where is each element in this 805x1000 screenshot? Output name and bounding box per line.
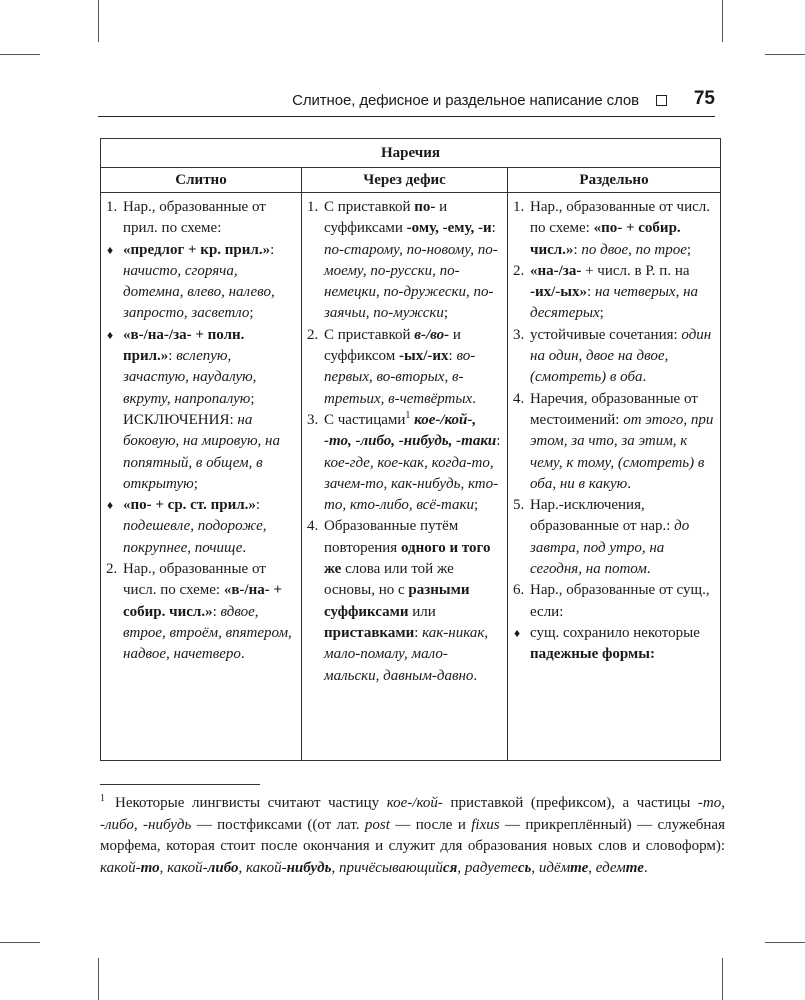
text-run: приставкой (префиксом), а частицы bbox=[442, 795, 698, 811]
text-run: те bbox=[570, 859, 589, 876]
text-run: на боковую, на мировую, на попятный, в общем, в открытую bbox=[123, 411, 280, 492]
numbered-item bbox=[512, 325, 714, 389]
item-text bbox=[530, 197, 714, 261]
text-run: : bbox=[573, 241, 582, 258]
item-text bbox=[324, 410, 501, 516]
item-text bbox=[324, 197, 501, 325]
text-run: «на-/за- bbox=[530, 262, 582, 279]
item-text bbox=[324, 325, 501, 410]
page-number: 75 bbox=[693, 88, 715, 109]
text-run: , какой- bbox=[238, 859, 287, 876]
text-run: кое-где, кое-как, когда-то, зачем-то, как-нибудь, кто-то, кто-либо, всё-таки bbox=[324, 454, 499, 514]
text-run: устойчивые сочетания: bbox=[530, 326, 682, 343]
text-run: ; bbox=[250, 390, 255, 407]
item-text bbox=[530, 325, 714, 389]
text-run: и суффиксами bbox=[324, 199, 448, 237]
crop-mark bbox=[0, 942, 40, 943]
diamond-bullet-icon: ♦ bbox=[107, 242, 114, 257]
text-run: -то, -либо, -нибудь bbox=[100, 795, 725, 833]
text-run: подешевле, подороже, покрупнее, почище bbox=[123, 518, 267, 556]
column-together bbox=[101, 193, 302, 761]
text-run: : bbox=[587, 284, 595, 301]
item-number: 1. bbox=[106, 199, 118, 215]
item-number: 1. bbox=[513, 199, 525, 215]
square-icon bbox=[656, 95, 667, 106]
item-number: 2. bbox=[513, 262, 525, 279]
text-run: + числ. в Р. п. на bbox=[581, 262, 690, 279]
text-run: и суффиксом bbox=[324, 326, 461, 365]
text-run: один на один, двое на двое, (смотреть) в оба bbox=[530, 326, 712, 386]
text-run: . bbox=[472, 390, 476, 407]
text-run: на четверых, на десятерых bbox=[530, 284, 699, 322]
text-run: ; bbox=[443, 305, 449, 322]
item-number: 6. bbox=[513, 582, 525, 599]
text-run: приставками bbox=[324, 624, 415, 641]
text-run: . bbox=[627, 475, 631, 492]
item-text bbox=[530, 261, 714, 325]
text-run: : bbox=[212, 603, 221, 620]
text-run: начисто, сгоряча, дотемна, влево, налево, запросто, засветло bbox=[123, 262, 275, 322]
text-run: Образованные путём повторения bbox=[324, 518, 459, 556]
text-run: 1 bbox=[405, 409, 411, 421]
text-run: сущ. сохранило некоторые bbox=[530, 624, 700, 641]
text-run: , едем bbox=[588, 859, 626, 876]
item-text bbox=[123, 197, 295, 240]
footnote-rule bbox=[100, 784, 260, 785]
crop-mark bbox=[722, 958, 723, 1000]
text-run: , идём bbox=[531, 859, 571, 876]
text-run: по двое, по трое bbox=[581, 241, 687, 258]
text-run: , какой- bbox=[159, 859, 208, 876]
diamond-bullet-icon: ♦ bbox=[107, 498, 114, 513]
item-text bbox=[123, 325, 295, 495]
text-run: разными суффиксами bbox=[324, 582, 470, 620]
item-text bbox=[324, 516, 501, 686]
column-hyphen bbox=[302, 193, 508, 761]
table-caption: Наречия bbox=[101, 139, 721, 168]
text-run: какой- bbox=[100, 859, 141, 876]
text-run: «по- + ср. ст. прил.» bbox=[123, 497, 256, 514]
running-header bbox=[98, 86, 715, 117]
column-header-hyphen: Через дефис bbox=[302, 168, 508, 193]
item-text bbox=[530, 495, 714, 580]
text-run: одного и того же bbox=[324, 539, 491, 578]
text-run: «по- + собир. числ.» bbox=[530, 220, 681, 258]
text-run: ; bbox=[193, 475, 198, 492]
text-run: в-/во- bbox=[414, 326, 450, 343]
text-run: то bbox=[140, 859, 160, 876]
text-run: слова или той же основы, но с bbox=[324, 561, 454, 599]
crop-mark bbox=[722, 0, 723, 42]
text-run: -ому, -ему, -и bbox=[406, 220, 492, 237]
text-run: . bbox=[642, 369, 647, 386]
text-run: либо bbox=[207, 859, 239, 876]
text-run: : bbox=[448, 348, 457, 365]
item-text bbox=[530, 580, 714, 623]
text-run: . bbox=[473, 667, 478, 684]
bullet-item bbox=[105, 240, 295, 325]
text-run: «в-/на- + собир. числ.» bbox=[123, 582, 283, 620]
text-run: ; bbox=[599, 305, 604, 322]
text-run: : bbox=[496, 433, 501, 450]
text-run: С частицами bbox=[324, 411, 406, 428]
item-number: 3. bbox=[513, 326, 525, 343]
numbered-item bbox=[512, 261, 714, 325]
text-run: ; bbox=[474, 497, 479, 514]
text-run: : bbox=[491, 220, 496, 237]
item-text bbox=[123, 495, 295, 559]
text-run: . bbox=[643, 859, 648, 876]
text-run: кое-/кой- bbox=[386, 795, 443, 811]
text-run: по- bbox=[414, 199, 436, 215]
text-run: fixus bbox=[471, 816, 500, 833]
text-run: ; bbox=[686, 241, 692, 258]
text-run: . bbox=[240, 646, 245, 663]
text-run: Нар., образованные от числ. по схеме: bbox=[530, 199, 711, 237]
numbered-item bbox=[512, 197, 714, 261]
text-run: -их/-ых» bbox=[530, 284, 588, 301]
item-number: 4. bbox=[513, 390, 525, 407]
column-header-together: Слитно bbox=[101, 168, 302, 193]
text-run: : bbox=[414, 624, 423, 641]
text-run: Нар., образованные от прил. по схеме: bbox=[123, 199, 266, 237]
item-number: 5. bbox=[513, 497, 525, 514]
text-run: ; bbox=[249, 305, 254, 322]
text-run: кое-/кой-, -то, -либо, -нибудь, -таки bbox=[324, 411, 497, 450]
text-run: во-первых, во-вторых, в-третьих, в-четвёртых bbox=[324, 348, 476, 407]
numbered-item bbox=[105, 559, 295, 665]
text-run: Нар., образованные от числ. по схеме: bbox=[123, 561, 266, 599]
numbered-item bbox=[306, 516, 501, 686]
text-run: — постфиксами ((от лат. bbox=[191, 816, 365, 833]
text-run: -ых/-их bbox=[399, 348, 449, 365]
bullet-item bbox=[512, 623, 714, 666]
numbered-item bbox=[306, 410, 501, 516]
column-separate bbox=[508, 193, 721, 761]
text-run: ся bbox=[442, 859, 458, 876]
item-text bbox=[530, 389, 714, 495]
column-header-separate: Раздельно bbox=[508, 168, 721, 193]
diamond-bullet-icon: ♦ bbox=[514, 625, 521, 640]
text-run: С приставкой bbox=[324, 326, 415, 343]
running-header-title: Слитное, дефисное и раздельное написание слов bbox=[292, 92, 639, 109]
bullet-item bbox=[105, 325, 295, 495]
text-run: : bbox=[168, 348, 177, 365]
adverbs-table bbox=[100, 138, 721, 761]
footnote-marker: 1 bbox=[100, 793, 105, 804]
numbered-item bbox=[512, 389, 714, 495]
item-text bbox=[123, 240, 295, 325]
text-run: до завтра, под утро, на сегодня, на потом bbox=[530, 518, 690, 578]
text-run: Нар., образованные от сущ., если: bbox=[530, 582, 710, 620]
text-run: : bbox=[255, 497, 261, 514]
text-run: падежные формы: bbox=[530, 646, 655, 663]
item-number: 1. bbox=[307, 199, 319, 215]
text-run: , радуете bbox=[457, 859, 518, 876]
crop-mark bbox=[0, 54, 40, 55]
text-run: те bbox=[625, 859, 644, 876]
crop-mark bbox=[765, 942, 805, 943]
text-run: как-никак, мало-помалу, мало-мальски, давным-давно bbox=[324, 624, 489, 684]
text-run: , причёсывающий bbox=[331, 859, 443, 876]
numbered-item bbox=[512, 580, 714, 623]
item-number: 2. bbox=[106, 561, 118, 578]
crop-mark bbox=[98, 958, 99, 1000]
text-run: Нар.-исключения, образованные от нар.: bbox=[530, 497, 675, 535]
numbered-item bbox=[105, 197, 295, 240]
text-run: Некоторые лингвисты считают частицу bbox=[115, 795, 387, 811]
text-run: С приставкой bbox=[324, 199, 415, 215]
text-run: ИСКЛЮЧЕНИЯ: bbox=[123, 411, 238, 428]
text-run: : bbox=[270, 241, 275, 258]
text-run: нибудь bbox=[286, 859, 332, 876]
numbered-item bbox=[306, 325, 501, 410]
item-text bbox=[123, 559, 295, 665]
text-run: по-старому, по-новому, по-моему, по-русски, по-немецки, по-дружески, по-заячьи, по-мужски bbox=[324, 241, 498, 322]
bullet-item bbox=[105, 495, 295, 559]
text-run: «предлог + кр. прил.» bbox=[123, 241, 271, 258]
text-run: вслепую, зачастую, наудалую, вкруту, напропалую bbox=[123, 348, 257, 407]
crop-mark bbox=[765, 54, 805, 55]
item-number: 3. bbox=[307, 411, 319, 428]
text-run: «в-/на-/за- + полн. прил.» bbox=[123, 326, 245, 365]
text-run: от этого, при этом, за что, за этим, к чему, к тому, (смотреть) в оба, ни в какую bbox=[530, 411, 714, 492]
numbered-item bbox=[512, 495, 714, 580]
text-run: вдвое, втрое, втроём, впятером, надвое, начетверо bbox=[123, 603, 292, 663]
text-run: или bbox=[408, 603, 436, 620]
item-number: 4. bbox=[307, 518, 319, 535]
diamond-bullet-icon: ♦ bbox=[107, 327, 114, 342]
footnote bbox=[100, 793, 725, 879]
crop-mark bbox=[98, 0, 99, 42]
numbered-item bbox=[306, 197, 501, 325]
text-run: . bbox=[242, 539, 247, 556]
item-number: 2. bbox=[307, 326, 319, 343]
text-run: Наречия, образованные от местоимений: bbox=[530, 390, 698, 428]
text-run: — после и bbox=[389, 816, 472, 833]
text-run: — прикреплённый) — служебная морфема, которая стоит после окончания и служит для образования новых слов и словоформ): bbox=[100, 816, 725, 854]
text-run: сь bbox=[517, 859, 532, 876]
item-text bbox=[530, 623, 714, 666]
text-run: . bbox=[646, 561, 651, 578]
text-run: post bbox=[364, 816, 390, 833]
